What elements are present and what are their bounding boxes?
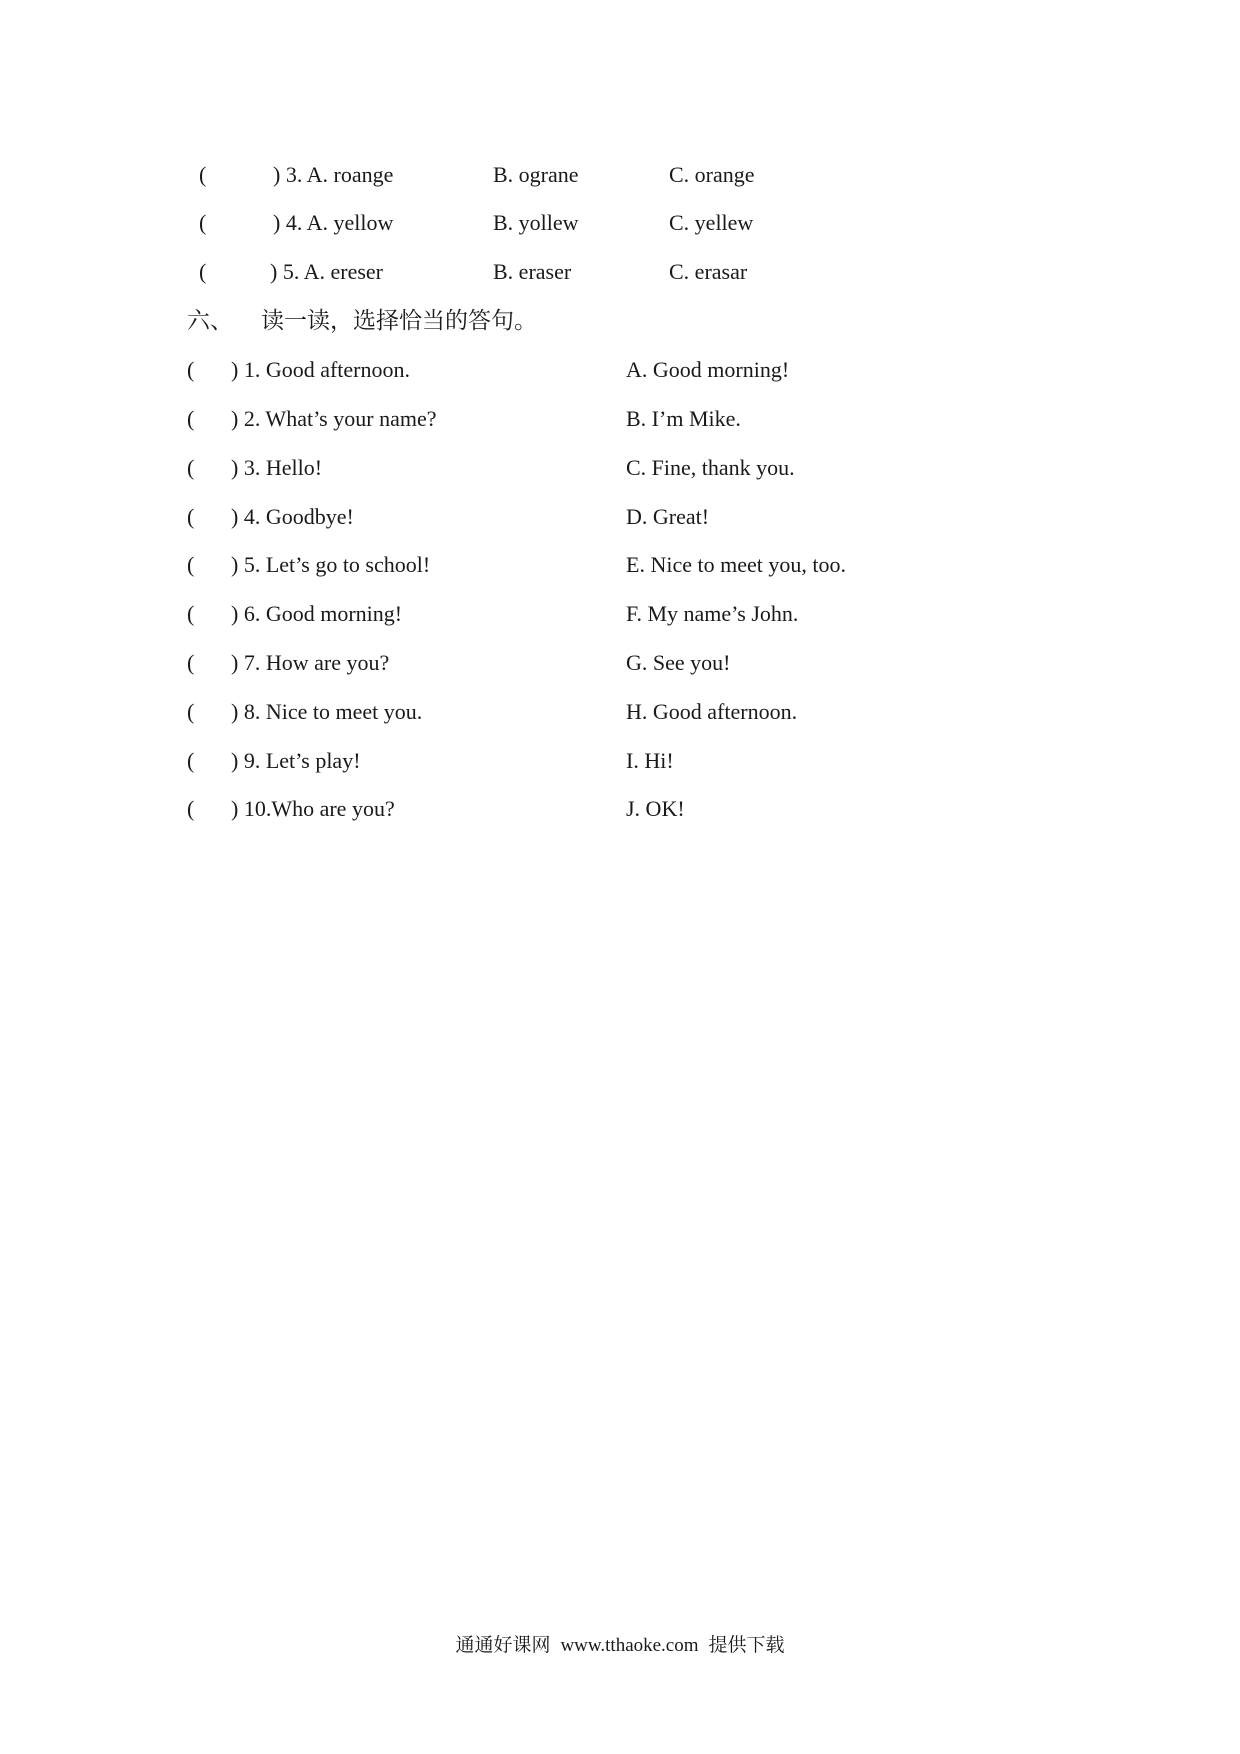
footer-download-text: 提供下载 — [708, 1634, 785, 1656]
answer-paren: ( — [187, 650, 195, 675]
spelling-row — [0, 206, 1240, 240]
answer-paren: ( — [187, 699, 195, 724]
answer-paren: ( — [187, 552, 195, 577]
option-c: C. erasar — [669, 259, 748, 284]
question-text: ) 7. How are you? — [231, 650, 390, 675]
matching-row — [0, 402, 1240, 436]
matching-row — [0, 451, 1240, 485]
section-number: 六、 — [187, 308, 233, 334]
matching-row — [0, 597, 1240, 631]
answer-paren: ( — [187, 796, 195, 821]
answer-option: B. I’m Mike. — [626, 406, 741, 431]
page-footer — [0, 1630, 1240, 1661]
question-text: ) 8. Nice to meet you. — [231, 699, 423, 724]
answer-option: G. See you! — [626, 650, 731, 675]
answer-paren: ( — [187, 748, 195, 773]
answer-option: J. OK! — [626, 796, 685, 821]
question-text: ) 4. Goodbye! — [231, 504, 354, 529]
question-text: ) 2. What’s your name? — [231, 406, 437, 431]
spelling-row — [0, 255, 1240, 289]
answer-paren: ( — [199, 259, 207, 284]
answer-option: H. Good afternoon. — [626, 699, 798, 724]
question-text: ) 6. Good morning! — [231, 601, 403, 626]
answer-paren: ( — [187, 455, 195, 480]
question-text: ) 1. Good afternoon. — [231, 357, 411, 382]
matching-row — [0, 500, 1240, 534]
option-a: ) 3. A. roange — [273, 162, 394, 187]
answer-option: F. My name’s John. — [626, 601, 799, 626]
option-a: ) 5. A. ereser — [270, 259, 384, 284]
answer-paren: ( — [199, 210, 207, 235]
footer-brand: 通通好课网 — [455, 1634, 551, 1656]
answer-paren: ( — [187, 406, 195, 431]
footer-site-link[interactable]: www.tthaoke.com — [560, 1635, 699, 1656]
option-a: ) 4. A. yellow — [273, 210, 394, 235]
matching-row — [0, 695, 1240, 729]
answer-paren: ( — [187, 601, 195, 626]
option-c: C. orange — [669, 162, 755, 187]
option-c: C. yellew — [669, 210, 754, 235]
question-text: ) 5. Let’s go to school! — [231, 552, 431, 577]
spelling-row — [0, 158, 1240, 192]
question-text: ) 3. Hello! — [231, 455, 323, 480]
answer-paren: ( — [199, 162, 207, 187]
section-heading — [187, 304, 537, 338]
answer-option: E. Nice to meet you, too. — [626, 552, 846, 577]
matching-row — [0, 646, 1240, 680]
option-b: B. yollew — [493, 210, 579, 235]
answer-option: A. Good morning! — [626, 357, 790, 382]
matching-row — [0, 353, 1240, 387]
question-text: ) 9. Let’s play! — [231, 748, 361, 773]
answer-option: D. Great! — [626, 504, 710, 529]
matching-row — [0, 744, 1240, 778]
matching-row — [0, 548, 1240, 582]
section-instruction: 读一读，选择恰当的答句。 — [261, 308, 537, 334]
answer-paren: ( — [187, 504, 195, 529]
matching-row — [0, 792, 1240, 826]
question-text: ) 10.Who are you? — [231, 796, 395, 821]
answer-option: C. Fine, thank you. — [626, 455, 795, 480]
answer-option: I. Hi! — [626, 748, 674, 773]
option-b: B. eraser — [493, 259, 572, 284]
option-b: B. ograne — [493, 162, 579, 187]
answer-paren: ( — [187, 357, 195, 382]
